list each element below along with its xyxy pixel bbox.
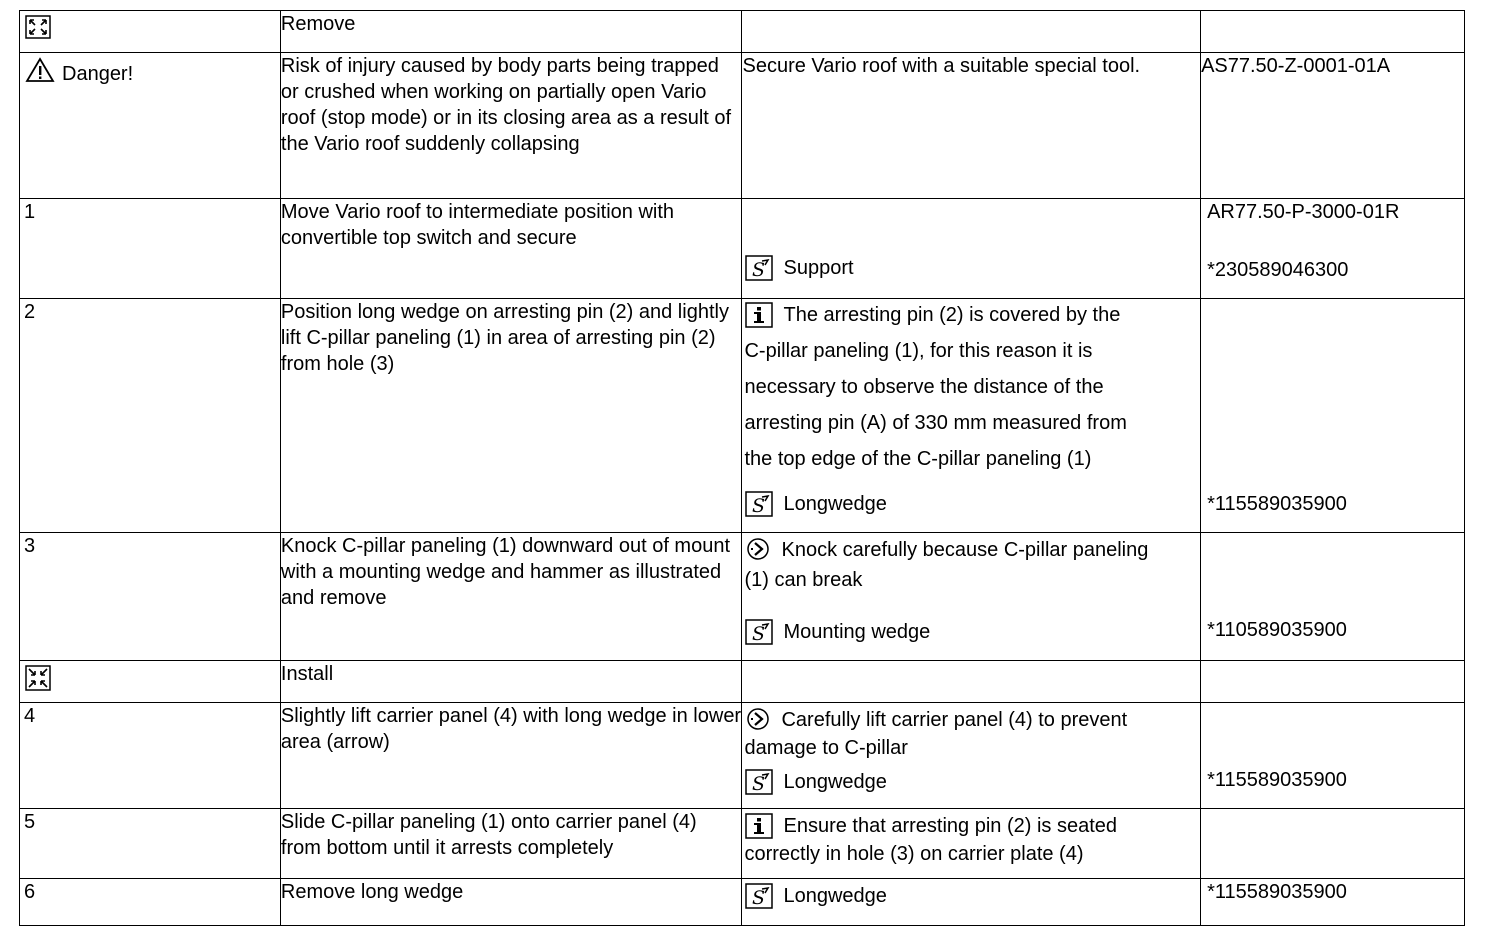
step-text: Slide C-pillar paneling (1) onto carrier panel (4) from bottom until it arrests completely bbox=[280, 811, 697, 859]
caution-icon bbox=[745, 707, 773, 733]
step-number: 1 bbox=[24, 201, 36, 223]
note-text-first-line: The arresting pin (2) is covered by the bbox=[783, 304, 1121, 326]
instruction-cell bbox=[280, 703, 742, 809]
section-title: Install bbox=[280, 663, 334, 685]
danger-remedy: Secure Vario roof with a suitable special tool. bbox=[742, 55, 1141, 77]
table-row bbox=[20, 299, 1465, 533]
table-row bbox=[20, 661, 1465, 703]
table-row bbox=[20, 809, 1465, 879]
table-row bbox=[20, 199, 1465, 299]
tool-label: Support bbox=[783, 257, 854, 279]
reference-cell bbox=[1201, 11, 1465, 53]
tool-entry bbox=[745, 255, 853, 281]
info-icon bbox=[745, 813, 773, 839]
note-cell bbox=[742, 661, 1201, 703]
step-number: 5 bbox=[24, 811, 36, 833]
svg-text:S: S bbox=[752, 773, 766, 795]
step-cell bbox=[20, 53, 281, 199]
note-cell bbox=[742, 53, 1201, 199]
tool-entry bbox=[745, 769, 886, 795]
table-row bbox=[20, 11, 1465, 53]
step-text: Move Vario roof to intermediate position with convertible top switch and secure bbox=[280, 201, 675, 249]
step-cell bbox=[20, 299, 281, 533]
note-cell bbox=[742, 299, 1201, 533]
table-row bbox=[20, 533, 1465, 661]
tool-label: Longwedge bbox=[783, 771, 887, 793]
reference-cell bbox=[1201, 199, 1465, 299]
step-text: Position long wedge on arresting pin (2) and lightly lift C-pillar paneling (1) in area of arresting pin (2) from hole (3) bbox=[280, 301, 729, 375]
step-number: 3 bbox=[24, 535, 36, 557]
tool-icon bbox=[745, 491, 773, 517]
info-icon bbox=[745, 302, 773, 328]
step-cell bbox=[20, 11, 281, 53]
part-number: *115589035900 bbox=[1207, 493, 1347, 515]
reference-cell bbox=[1201, 809, 1465, 879]
svg-text:S: S bbox=[752, 495, 766, 517]
part-number: *110589035900 bbox=[1207, 619, 1347, 641]
note-line: necessary to observe the distance of the bbox=[744, 376, 1104, 398]
step-cell bbox=[20, 661, 281, 703]
table-row bbox=[20, 53, 1465, 199]
tool-icon bbox=[745, 769, 773, 795]
reference-cell bbox=[1201, 703, 1465, 809]
note-text bbox=[744, 333, 1126, 477]
info-note bbox=[745, 302, 1120, 328]
table-row bbox=[20, 703, 1465, 809]
install-icon bbox=[25, 665, 51, 691]
svg-text:S: S bbox=[752, 259, 766, 281]
danger-label: Danger! bbox=[62, 63, 134, 85]
caution-text-first-line: Carefully lift carrier panel (4) to prevent bbox=[781, 709, 1128, 731]
danger-text: Risk of injury caused by body parts being trapped or crushed when working on partially open Vario roof (stop mode) or in its closing area as a result of the Vario roof suddenly collapsing bbox=[280, 55, 732, 155]
reference-cell bbox=[1201, 299, 1465, 533]
document-reference: AS77.50-Z-0001-01A bbox=[1201, 55, 1391, 77]
caution-icon bbox=[745, 537, 773, 563]
instruction-cell bbox=[280, 11, 742, 53]
instruction-cell bbox=[280, 299, 742, 533]
step-cell bbox=[20, 703, 281, 809]
tool-entry bbox=[745, 619, 930, 645]
info-note bbox=[745, 813, 1117, 839]
tool-icon bbox=[745, 883, 773, 909]
document-reference: AR77.50-P-3000-01R bbox=[1207, 201, 1400, 223]
note-cell bbox=[742, 703, 1201, 809]
procedure-table bbox=[19, 10, 1465, 926]
reference-cell bbox=[1201, 879, 1465, 926]
tool-entry bbox=[745, 883, 886, 909]
caution-text: (1) can break bbox=[744, 569, 863, 591]
step-number: 4 bbox=[24, 705, 36, 727]
step-text: Knock C-pillar paneling (1) downward out of mount with a mounting wedge and hammer as illustrated and remove bbox=[280, 535, 731, 609]
instruction-cell bbox=[280, 879, 742, 926]
note-line: correctly in hole (3) on carrier plate (4) bbox=[744, 843, 1084, 865]
step-number: 6 bbox=[24, 881, 36, 903]
reference-cell bbox=[1201, 53, 1465, 199]
table-row bbox=[20, 879, 1465, 926]
part-number: *115589035900 bbox=[1207, 881, 1347, 903]
svg-text:S: S bbox=[752, 623, 766, 645]
tool-label: Longwedge bbox=[783, 493, 887, 515]
note-cell bbox=[742, 879, 1201, 926]
step-cell bbox=[20, 533, 281, 661]
caution-text-first-line: Knock carefully because C-pillar paneling bbox=[781, 539, 1149, 561]
reference-cell bbox=[1201, 661, 1465, 703]
tool-label: Longwedge bbox=[783, 885, 887, 907]
note-text-first-line: Ensure that arresting pin (2) is seated bbox=[783, 815, 1117, 837]
instruction-cell bbox=[280, 661, 742, 703]
tool-icon bbox=[745, 619, 773, 645]
caution-text: damage to C-pillar bbox=[744, 737, 908, 759]
warning-icon bbox=[25, 57, 55, 83]
note-line: arresting pin (A) of 330 mm measured from bbox=[744, 412, 1127, 434]
note-cell bbox=[742, 809, 1201, 879]
step-number: 2 bbox=[24, 301, 36, 323]
note-line: the top edge of the C-pillar paneling (1) bbox=[744, 448, 1092, 470]
instruction-cell bbox=[280, 53, 742, 199]
tool-icon bbox=[745, 255, 773, 281]
reference-cell bbox=[1201, 533, 1465, 661]
tool-entry bbox=[745, 491, 886, 517]
step-text: Slightly lift carrier panel (4) with long wedge in lower area (arrow) bbox=[280, 705, 742, 753]
step-cell bbox=[20, 809, 281, 879]
instruction-cell bbox=[280, 533, 742, 661]
tool-label: Mounting wedge bbox=[783, 621, 931, 643]
svg-text:S: S bbox=[752, 887, 766, 909]
part-number: *230589046300 bbox=[1207, 259, 1349, 281]
remove-icon bbox=[25, 15, 51, 39]
section-title: Remove bbox=[280, 13, 356, 35]
part-number: *115589035900 bbox=[1207, 769, 1347, 791]
note-cell bbox=[742, 199, 1201, 299]
step-text: Remove long wedge bbox=[280, 881, 464, 903]
caution-note bbox=[745, 537, 1148, 563]
caution-note bbox=[745, 707, 1127, 733]
step-cell bbox=[20, 879, 281, 926]
instruction-cell bbox=[280, 199, 742, 299]
instruction-cell bbox=[280, 809, 742, 879]
step-cell bbox=[20, 199, 281, 299]
note-line: C-pillar paneling (1), for this reason it is bbox=[744, 340, 1093, 362]
note-cell bbox=[742, 11, 1201, 53]
note-cell bbox=[742, 533, 1201, 661]
